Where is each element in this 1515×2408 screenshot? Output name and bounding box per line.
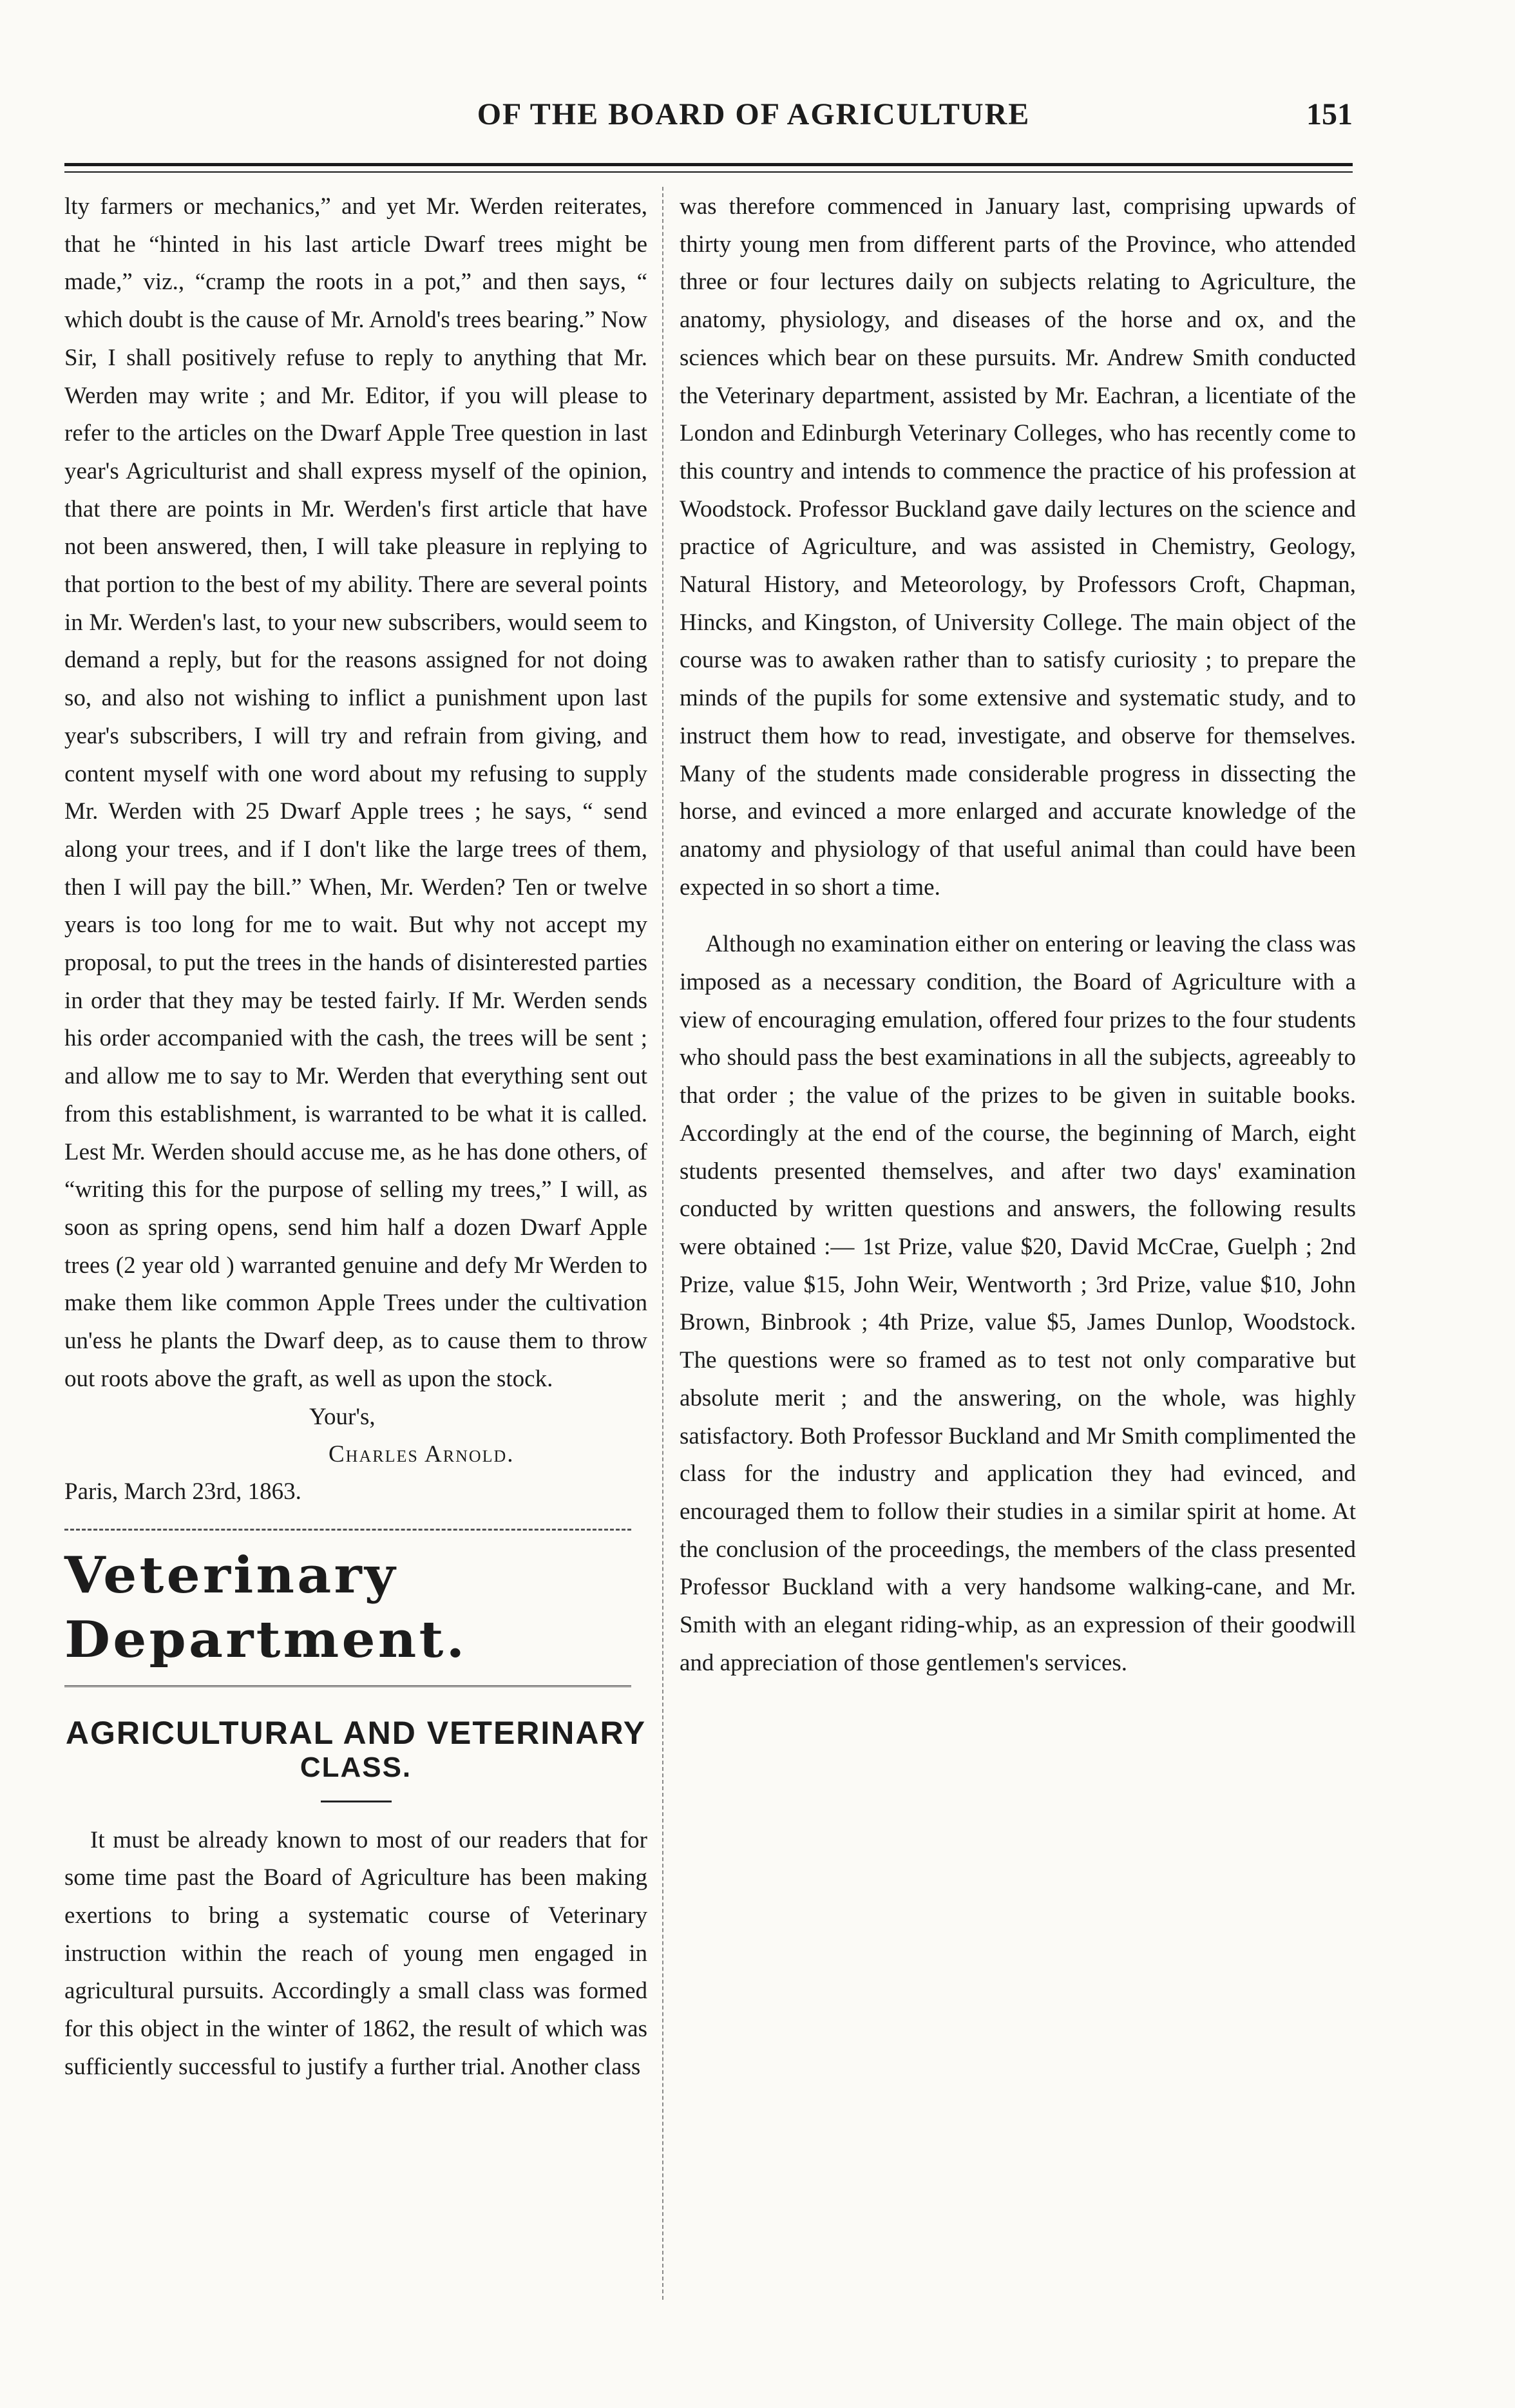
paragraph-spacer: [680, 906, 1356, 926]
letter-closing: [64, 1399, 647, 1511]
header-rule: [64, 163, 1353, 166]
section-title-rule: [64, 1685, 631, 1694]
header-rule-thin: [64, 171, 1353, 173]
closing-signature: Charles Arnold.: [329, 1440, 515, 1467]
column-divider: [662, 187, 663, 2300]
letter-paragraph: lty farmers or mechanics,” and yet Mr. Werden reiterates, that he “hinted in his last article Dwarf trees might be made,” viz., “cramp the roots in a pot,” and then says, “ which doubt is the cause of Mr. Arnold's trees bearing.” Now Sir, I shall positively refuse to reply to anything that Mr. Werden may write ; and Mr. Editor, if you will please to refer to the articles on the Dwarf Apple Tree question in last year's Agriculturist and shall express myself of the opinion, that there are points in Mr. Werden's first article that have not been answered, then, I will take pleasure in replying to that portion to the best of my ability. There are several points in Mr. Werden's last, to your new subscribers, would seem to demand a reply, but for the reasons assigned for not doing so, and also not wishing to inflict a punishment upon last year's subscribers, I will try and refrain from giving, and content myself with one word about my refusing to supply Mr. Werden with 25 Dwarf Apple trees ; he says, “ send along your trees, and if I don't like the large trees of them, then I will pay the bill.” When, Mr. Werden? Ten or twelve years is too long for me to wait. But why not accept my proposal, to put the trees in the hands of disinterested parties in order that they may be tested fairly. If Mr. Werden sends his order accompanied with the cash, the trees will be sent ; and allow me to say to Mr. Werden that everything sent out from this establishment, is warranted to be what it is called. Lest Mr. Werden should accuse me, as he has done others, of “writing this for the purpose of selling my trees,” I will, as soon as spring opens, send him half a dozen Dwarf Apple trees (2 year old ) warranted genuine and defy Mr Werden to make them like common Apple Trees under the cultivation un'ess he plants the Dwarf deep, as to cause them to throw out roots above the graft, as well as upon the stock.: [64, 193, 647, 1392]
running-header: [0, 97, 1515, 142]
right-paragraph-2: Although no examination either on entering or leaving the class was imposed as a necessary condition, the Board of Agriculture with a view of encouraging emulation, offered four prizes to the four students who should pass the best examinations in all the subjects, agreeably to that order ; the value of the prizes to be given in suitable books. Accordingly at the end of the course, the beginning of March, eight students presented themselves, and after two days' examination conducted by written questions and answers, the following results were obtained :— 1st Prize, value $20, David McCrae, Guelph ; 2nd Prize, value $15, John Weir, Wentworth ; 3rd Prize, value $10, John Brown, Binbrook ; 4th Prize, value $5, James Dunlop, Woodstock. The questions were so framed as to test not only comparative but absolute merit ; and the answering, on the whole, was highly satisfactory. Both Professor Buckland and Mr Smith complimented the class for the industry and application they had evinced, and encouraged them to follow their studies in a similar spirit at home. At the conclusion of the proceedings, the members of the class presented Professor Buckland with a very handsome walking-cane, and Mr. Smith with an elegant riding-whip, as an expression of their goodwill and appreciation of those gentlemen's services.: [680, 931, 1356, 1676]
page-number: 151: [1306, 97, 1353, 131]
section-divider: [64, 1529, 631, 1531]
closing-yours: Your's,: [309, 1403, 376, 1430]
right-column: [680, 188, 1356, 1682]
left-column: [64, 188, 647, 2086]
article-heading-line2: CLASS.: [300, 1751, 412, 1783]
running-title: OF THE BOARD OF AGRICULTURE: [477, 97, 1031, 131]
closing-date: Paris, March 23rd, 1863.: [64, 1478, 301, 1505]
right-paragraph-1: was therefore commenced in January last, comprising upwards of thirty young men from different parts of the Province, who attended three or four lectures daily on subjects relating to Agriculture, the anatomy, physiology, and diseases of the horse and ox, and the sciences which bear on these pursuits. Mr. Andrew Smith conducted the Veterinary department, assisted by Mr. Eachran, a licentiate of the London and Edinburgh Veterinary Colleges, who has recently come to this country and intends to commence the practice of his profession at Woodstock. Professor Buckland gave daily lectures on the science and practice of Agriculture, and was assisted in Chemistry, Geology, Natural History, and Meteorology, by Professors Croft, Chapman, Hincks, and Kingston, of University College. The main object of the course was to awaken rather than to satisfy curiosity ; to prepare the minds of the pupils for some extensive and systematic study, and to instruct them how to read, investigate, and observe for themselves. Many of the students made considerable progress in dissecting the horse, and evinced a more enlarged and accurate knowledge of the anatomy and physiology of that useful animal than could have been expected in so short a time.: [680, 193, 1356, 901]
class-paragraph: It must be already known to most of our readers that for some time past the Board of Agriculture has been making exertions to bring a systematic course of Veterinary instruction within the reach of young men engaged in agricultural pursuits. Accordingly a small class was formed for this object in the winter of 1862, the result of which was sufficiently successful to justify a further trial. Another class: [64, 1826, 647, 2080]
section-title: Veterinary Department.: [64, 1545, 468, 1669]
article-heading: AGRICULTURAL AND VETERINARY: [65, 1714, 647, 1751]
heading-rule: [321, 1801, 392, 1802]
